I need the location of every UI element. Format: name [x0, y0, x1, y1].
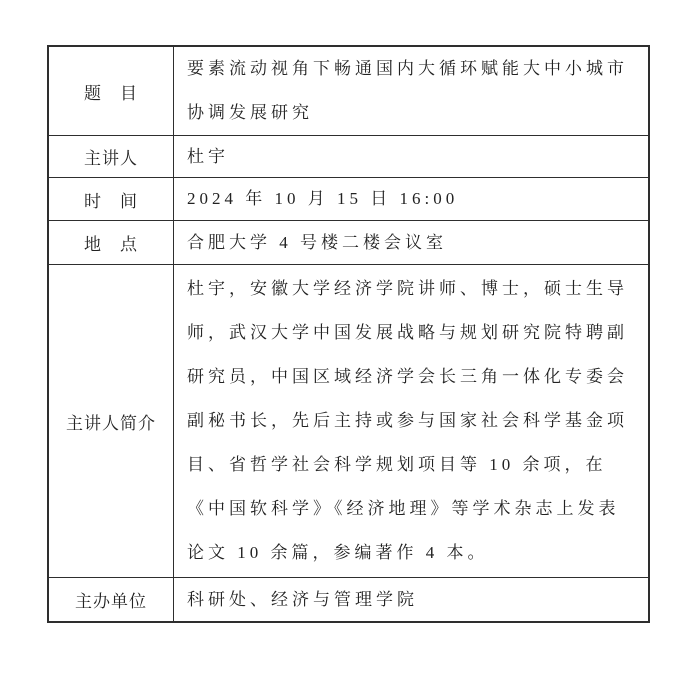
lecture-place-text: 合肥大学 4 号楼二楼会议室	[187, 232, 447, 252]
row-label-bio-text: 主讲人简介	[66, 413, 156, 433]
table-row-time	[49, 178, 648, 221]
table-row-title	[49, 47, 648, 136]
row-value-place	[174, 221, 648, 264]
lecture-announcement-table	[47, 45, 650, 623]
row-label-bio	[49, 265, 174, 577]
row-label-time	[49, 178, 174, 220]
row-label-speaker	[49, 136, 174, 177]
lecture-title-text: 要素流动视角下畅通国内大循环赋能大中小城市协调发展研究	[187, 59, 628, 122]
speaker-bio-text: 杜宇，安徽大学经济学院讲师、博士，硕士生导师，武汉大学中国发展战略与规划研究院特聘副研究员，中国区域经济学会长三角一体化专委会副秘书长，先后主持或参与国家社会科学基金项目、省哲学社会科学规划项目等 10 余项，在《中国软科学》《经济地理》等学术杂志上发表论文 10 余篇，参编著作 4 本。	[187, 279, 628, 562]
row-label-place-text: 地 点	[84, 235, 138, 254]
row-label-time-text: 时 间	[84, 191, 138, 211]
host-units-text: 科研处、经济与管理学院	[187, 589, 418, 609]
table-row-speaker	[49, 136, 648, 178]
row-label-host	[49, 578, 174, 621]
row-value-bio	[174, 265, 648, 577]
table-row-place	[49, 221, 648, 265]
row-value-title	[174, 47, 648, 135]
lecture-time-text: 2024 年 10 月 15 日 16:00	[187, 189, 459, 208]
row-label-title	[49, 47, 174, 135]
row-value-time	[174, 178, 648, 220]
table-row-bio	[49, 265, 648, 578]
row-value-host	[174, 578, 648, 621]
row-label-speaker-text: 主讲人	[84, 149, 138, 168]
speaker-name-text: 杜宇	[187, 146, 229, 166]
row-label-title-text: 题 目	[84, 83, 138, 103]
row-label-host-text: 主办单位	[75, 592, 147, 611]
row-label-place	[49, 221, 174, 264]
row-value-speaker	[174, 136, 648, 177]
table-row-host	[49, 578, 648, 621]
